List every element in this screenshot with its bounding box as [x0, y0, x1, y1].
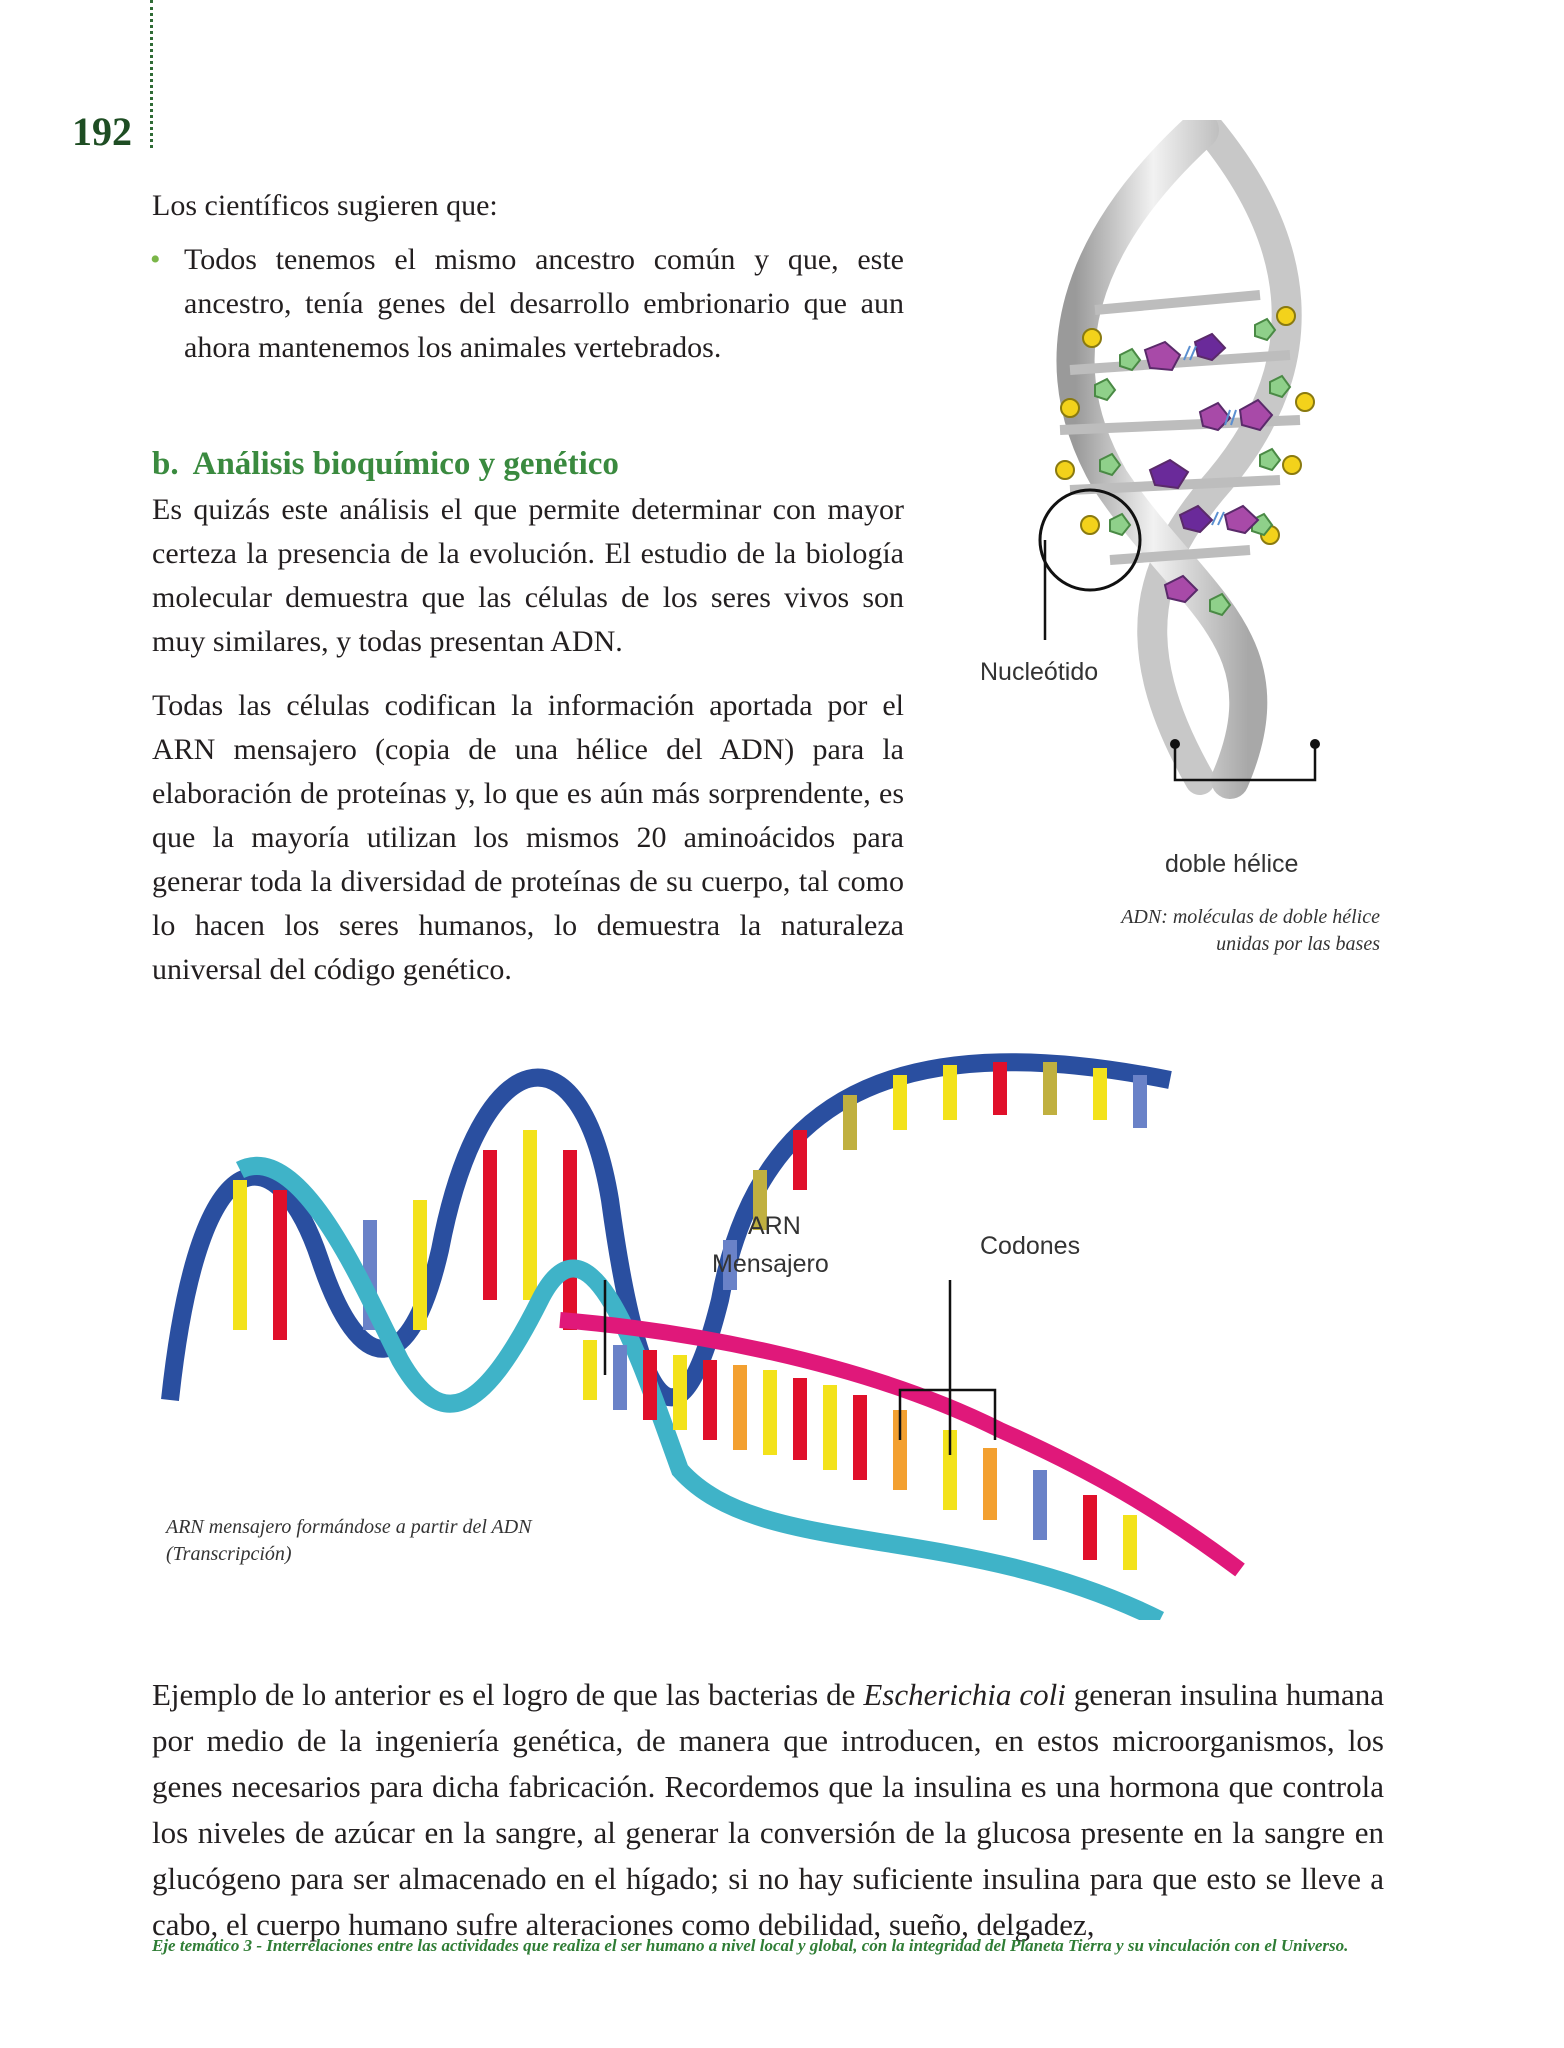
bottom-paragraph: [152, 1672, 1384, 1948]
intro-text: Los científicos sugieren que:: [152, 189, 498, 222]
page-number: 192: [72, 109, 132, 154]
bullet-item: [150, 238, 904, 370]
section-heading: [152, 446, 619, 483]
bullet-dot-icon: •: [150, 243, 161, 276]
mensajero-label: Mensajero: [712, 1250, 829, 1278]
paragraph-1: Es quizás este análisis el que permite determinar con mayor certeza la presencia de la evolución. El estudio de la biología molecular demuestra que las células de los seres vivos son muy similares, y todas presentan ADN.: [152, 493, 904, 658]
arn-label: ARN: [748, 1212, 801, 1240]
bottom-text-start: Ejemplo de lo anterior es el logro de que las bacterias de: [152, 1677, 864, 1712]
bullet-text: Todos tenemos el mismo ancestro común y que, este ancestro, tenía genes del desarrollo embrionario que aun ahora mantenemos los animales vertebrados.: [184, 243, 904, 364]
figure2-caption-line1: ARN mensajero formándose a partir del ADN: [166, 1516, 532, 1538]
margin-dotted-rule: [150, 0, 153, 148]
figure1-caption: [1080, 904, 1380, 958]
species-name: Escherichia coli: [863, 1677, 1066, 1712]
nucleotide-label: Nucleótido: [980, 658, 1099, 686]
section-title: Análisis bioquímico y genético: [192, 446, 619, 482]
figure2-caption-line2: (Transcripción): [166, 1543, 292, 1565]
figure1-caption-line1: ADN: moléculas de doble hélice: [1121, 906, 1380, 928]
figure1-caption-line2: unidas por las bases: [1216, 933, 1380, 955]
section-letter: b.: [152, 446, 179, 482]
paragraph-2: Todas las células codifican la información aportada por el ARN mensajero (copia de una hélice del ADN) para la elaboración de proteínas y, lo que es aún más sorprendente, es que la mayoría utilizan los mismos 20 aminoácidos para generar toda la diversidad de proteínas de su cuerpo, tal como lo hacen los seres humanos, lo demuestra la naturaleza universal del código genético.: [152, 689, 904, 986]
page-footer: Eje temático 3 - Interrelaciones entre las actividades que realiza el ser humano a nivel local y global, con la integridad del Planeta Tierra y su vinculación con el Universo.: [152, 1936, 1349, 1955]
codones-label: Codones: [980, 1232, 1081, 1260]
nucleotide-highlight-circle: [1040, 490, 1140, 590]
double-helix-label: doble hélice: [1165, 850, 1299, 878]
bottom-text-rest: generan insulina humana por medio de la ingeniería genética, de manera que introducen, en estos microorganismos, los genes necesarios para dicha fabricación. Recordemos que la insulina es una hormona que controla los niveles de azúcar en la sangre, al generar la conversión de la glucosa presente en la sangre en glucógeno para ser almacenado en el hígado; si no hay suficiente insulina para que esto se lleve a cabo, el cuerpo humano sufre alteraciones como debilidad, sueño, delgadez,: [152, 1677, 1384, 1942]
dna-double-helix-figure: [1000, 120, 1400, 800]
figure2-caption: [166, 1514, 532, 1568]
